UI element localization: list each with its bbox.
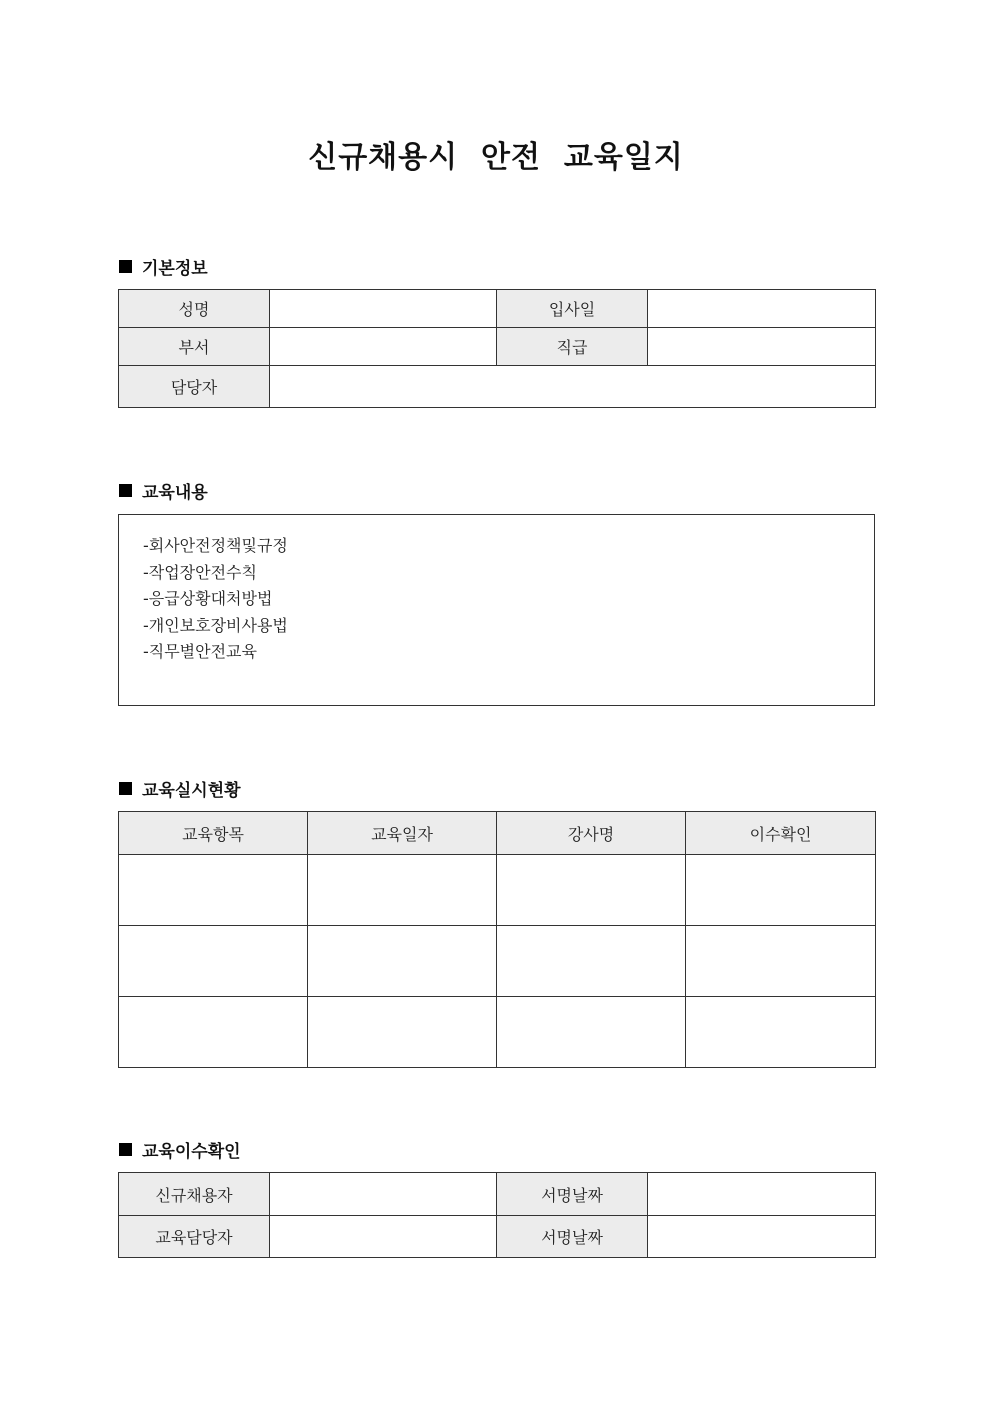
list-item: -작업장안전수칙 xyxy=(143,562,257,582)
signature-date-field[interactable] xyxy=(648,1173,876,1216)
signature-date-field[interactable] xyxy=(648,1216,876,1258)
square-bullet-icon xyxy=(119,1143,132,1156)
list-item: -응급상황대처방법 xyxy=(143,589,273,608)
name-field[interactable] xyxy=(270,290,497,328)
square-bullet-icon xyxy=(119,260,132,273)
column-header-instructor: 강사명 xyxy=(497,812,686,855)
table-row xyxy=(119,1216,876,1258)
basic-info-table xyxy=(118,289,876,408)
list-item: -회사안전정책및규정 xyxy=(143,536,288,555)
table-row xyxy=(119,926,876,997)
manager-label: 담당자 xyxy=(119,366,270,408)
table-row xyxy=(119,1173,876,1216)
document-title: 신규채용시 안전 교육일지 xyxy=(308,140,684,175)
signature-date-label: 서명날짜 xyxy=(497,1216,648,1258)
completion-heading xyxy=(119,1137,241,1162)
list-item: -개인보호장비사용법 xyxy=(143,615,288,635)
education-item-field[interactable] xyxy=(119,926,308,997)
position-label: 직급 xyxy=(497,328,648,366)
instructor-field[interactable] xyxy=(497,855,686,926)
education-status-table xyxy=(118,811,876,1068)
education-item-field[interactable] xyxy=(119,997,308,1068)
completion-heading-text: 교육이수확인 xyxy=(142,1142,241,1162)
square-bullet-icon xyxy=(119,484,132,497)
education-date-field[interactable] xyxy=(308,997,497,1068)
education-status-heading xyxy=(119,776,241,801)
name-label: 성명 xyxy=(119,290,270,328)
position-field[interactable] xyxy=(648,328,876,366)
education-manager-label: 교육담당자 xyxy=(119,1216,270,1258)
completion-field[interactable] xyxy=(686,997,876,1068)
education-content-heading-text: 교육내용 xyxy=(142,483,208,503)
table-row xyxy=(119,997,876,1068)
hire-date-field[interactable] xyxy=(648,290,876,328)
square-bullet-icon xyxy=(119,782,132,795)
signature-date-label: 서명날짜 xyxy=(497,1173,648,1216)
education-content-heading xyxy=(119,478,208,503)
education-manager-field[interactable] xyxy=(270,1216,497,1258)
department-field[interactable] xyxy=(270,328,497,366)
education-date-field[interactable] xyxy=(308,855,497,926)
list-item: -직무별안전교육 xyxy=(143,642,257,661)
basic-info-heading-text: 기본정보 xyxy=(142,259,208,279)
instructor-field[interactable] xyxy=(497,926,686,997)
education-content-box xyxy=(118,514,875,706)
hire-date-label: 입사일 xyxy=(497,290,648,328)
column-header-education-date: 교육일자 xyxy=(308,812,497,855)
manager-field[interactable] xyxy=(270,366,876,408)
education-status-heading-text: 교육실시현황 xyxy=(142,781,241,801)
department-label: 부서 xyxy=(119,328,270,366)
new-hire-label: 신규채용자 xyxy=(119,1173,270,1216)
column-header-education-item: 교육항목 xyxy=(119,812,308,855)
completion-field[interactable] xyxy=(686,926,876,997)
basic-info-heading xyxy=(119,254,208,279)
education-date-field[interactable] xyxy=(308,926,497,997)
education-item-field[interactable] xyxy=(119,855,308,926)
new-hire-field[interactable] xyxy=(270,1173,497,1216)
table-row xyxy=(119,855,876,926)
education-content-list xyxy=(119,515,874,666)
column-header-completion: 이수확인 xyxy=(686,812,876,855)
completion-table xyxy=(118,1172,876,1258)
instructor-field[interactable] xyxy=(497,997,686,1068)
completion-field[interactable] xyxy=(686,855,876,926)
